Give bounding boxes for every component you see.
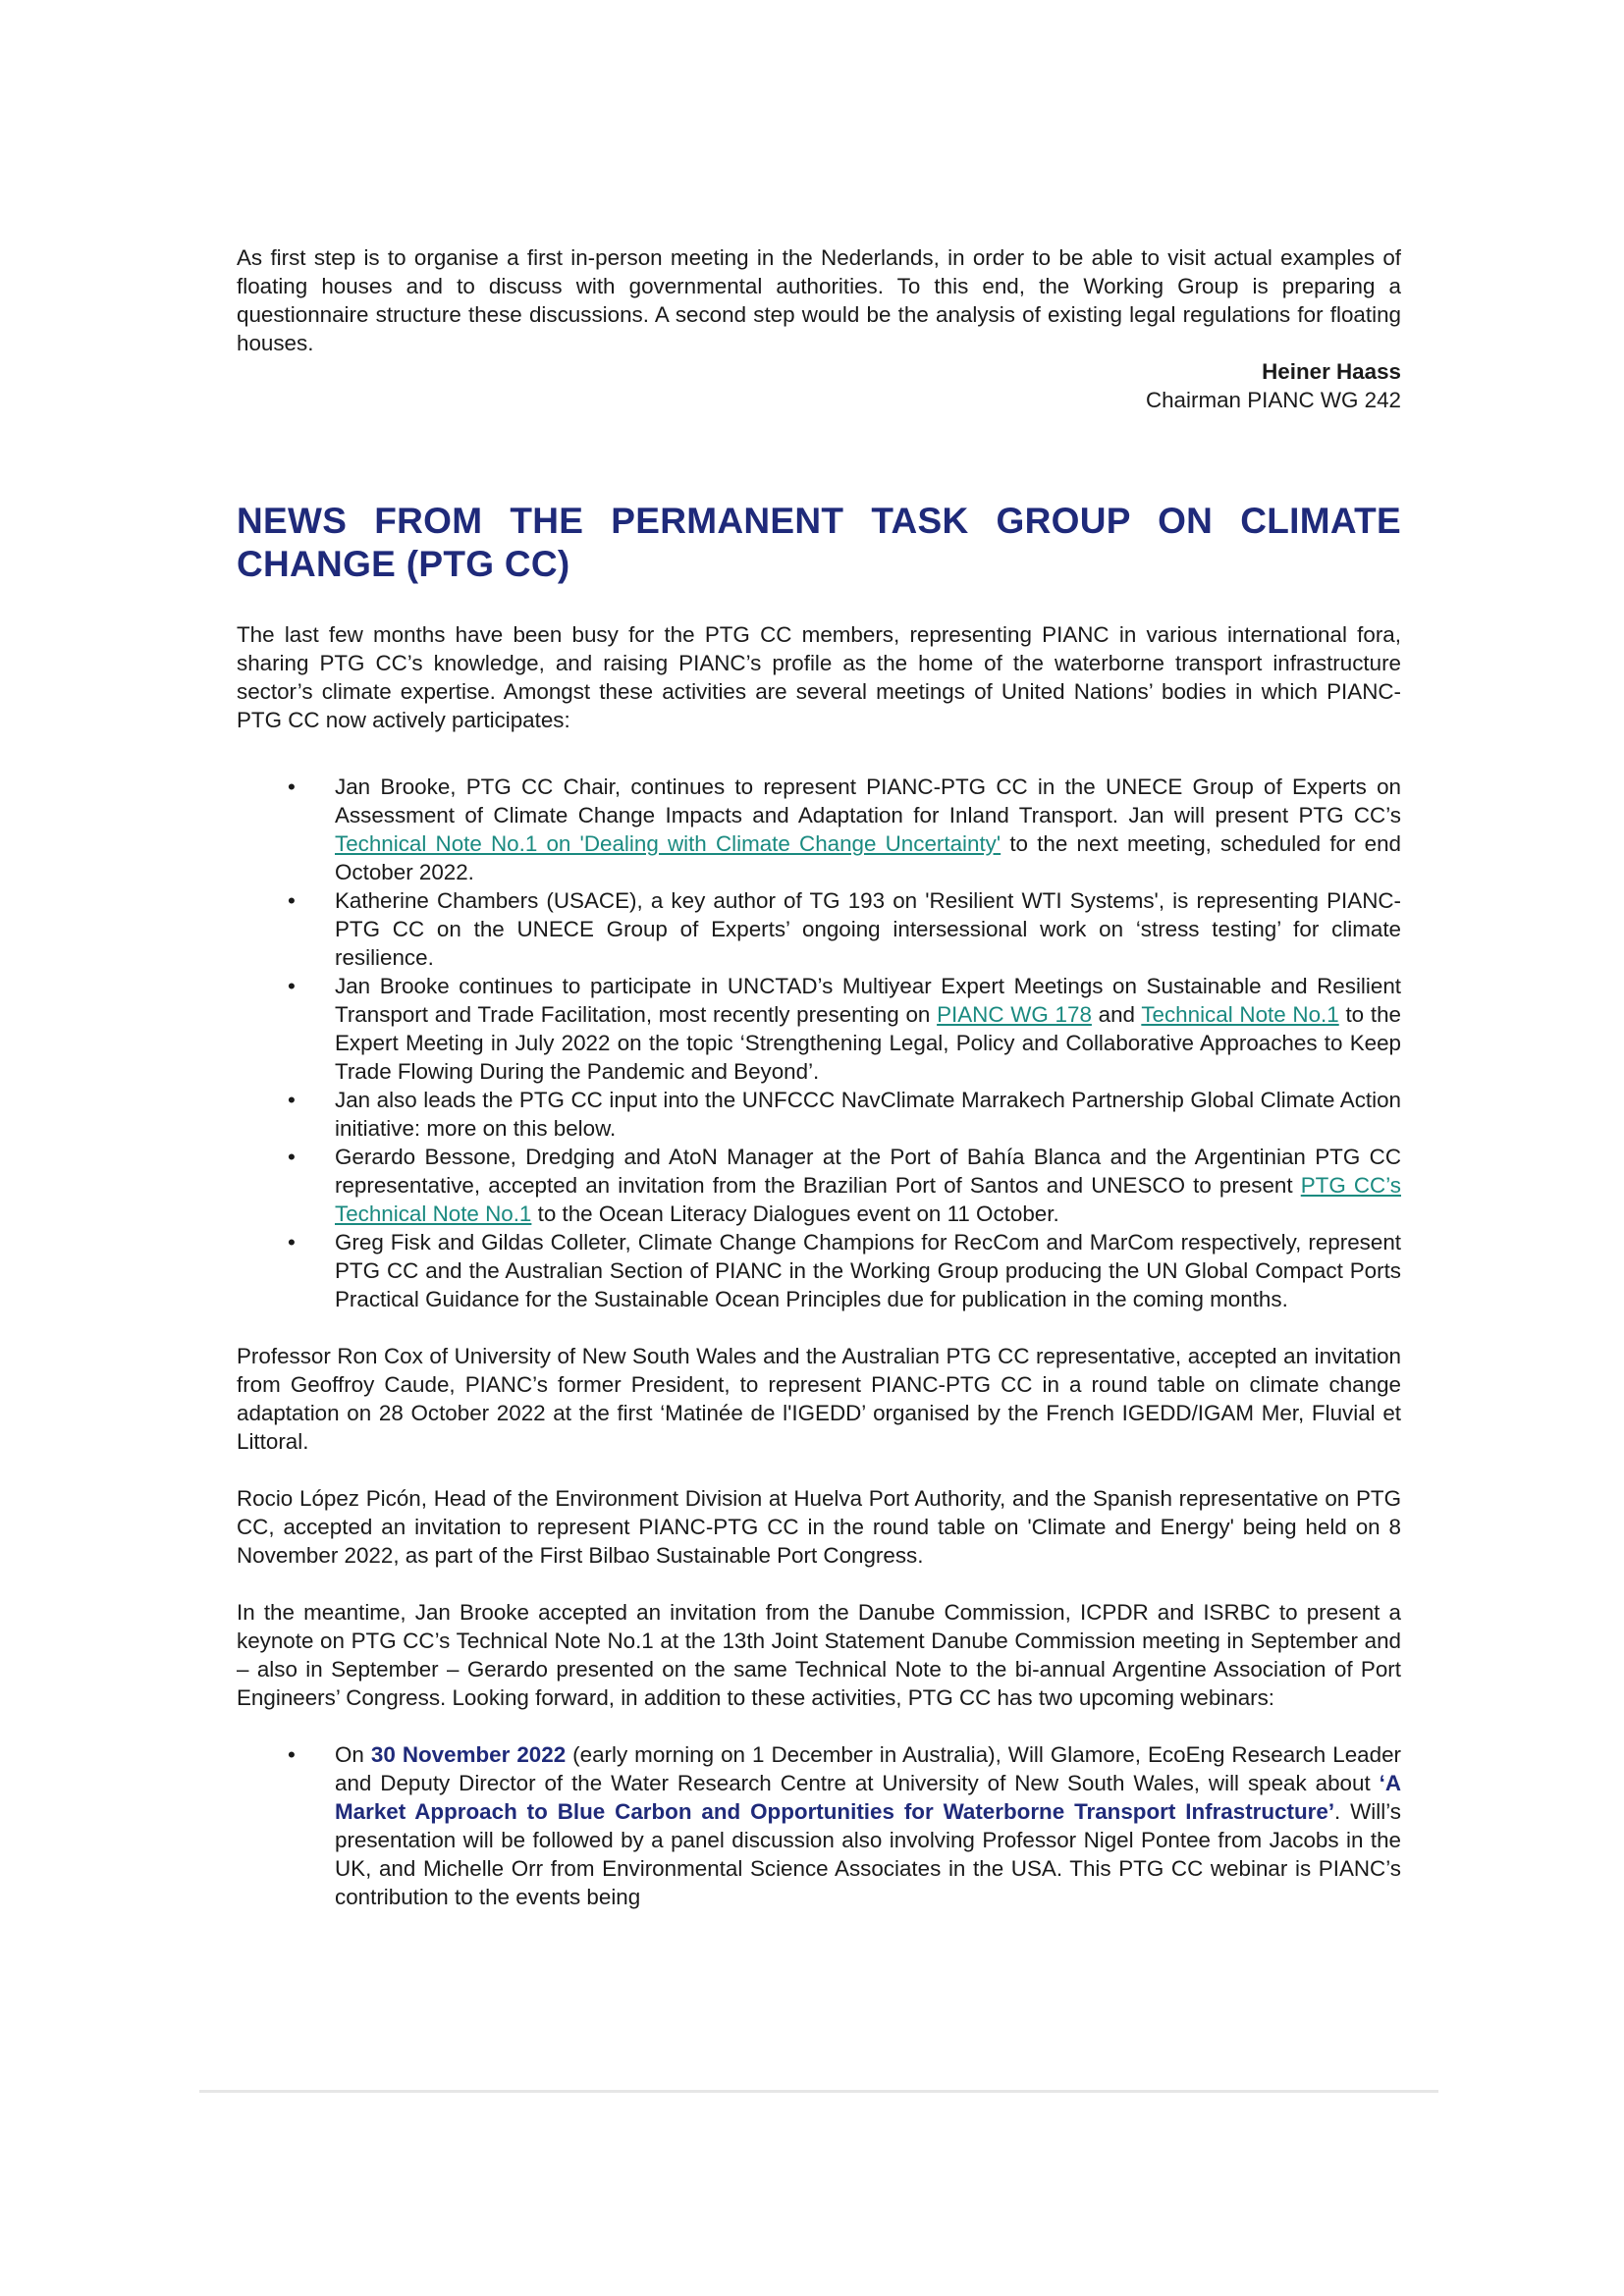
signature-block [237,357,1401,414]
bullet-icon: • [288,888,296,913]
list-item: • Greg Fisk and Gildas Colleter, Climate Change Champions for RecCom and MarCom respectively, represent PTG CC and the Australian Section of PIANC in the Working Group producing the UN Global Compact Ports Practical Guidance for the Sustainable Ocean Principles due for publication in the coming months. [288,1230,1401,1311]
paragraph-ron-cox: Professor Ron Cox of University of New South Wales and the Australian PTG CC representative, accepted an invitation from Geoffroy Caude, PIANC’s former President, to represent PIANC-PTG CC in a round table on climate change adaptation on 28 October 2022 at the first ‘Matinée de l'IGEDD’ organised by the French IGEDD/IGAM Mer, Fluvial et Littoral. [237,1344,1401,1454]
bullet-icon: • [288,1088,296,1112]
list-item: • Jan Brooke, PTG CC Chair, continues to represent PIANC-PTG CC in the UNECE Group of Experts on Assessment of Climate Change Impacts and Adaptation for Inland Transport. Jan will present PTG CC’s Technical Note No.1 on 'Dealing with Climate Change Uncertainty' to the next meeting, scheduled for end October 2022. [288,774,1401,884]
webinar-date: 30 November 2022 [370,1742,567,1767]
list-item: • On 30 November 2022 (early morning on 1 December in Australia), Will Glamore, EcoEng Research Leader and Deputy Director of the Water Research Centre at University of New South Wales, will speak about ‘A Market Approach to Blue Carbon and Opportunities for Waterborne Transport Infrastructure’. Will’s presentation will be followed by a panel discussion also involving Professor Nigel Pontee from Jacobs in the UK, and Michelle Orr from Environmental Science Associates in the USA. This PTG CC webinar is PIANC’s contribution to the events being [288,1742,1402,1909]
page-content [237,243,1401,1911]
paragraph-rocio-lopez: Rocio López Picón, Head of the Environment Division at Huelva Port Authority, and the Spanish representative on PTG CC, accepted an invitation to represent PIANC-PTG CC in the round table on 'Climate and Energy' being held on 8 November 2022, as part of the First Bilbao Sustainable Port Congress. [237,1486,1401,1568]
pianc-wg-178-link[interactable]: PIANC WG 178 [937,1002,1092,1027]
bullet-icon: • [288,1230,296,1255]
technical-note-no1-link[interactable]: Technical Note No.1 [1141,1002,1339,1027]
list-item: • Katherine Chambers (USACE), a key author of TG 193 on 'Resilient WTI Systems', is representing PIANC-PTG CC on the UNECE Group of Experts’ ongoing intersessional work on ‘stress testing’ for climate resilience. [288,888,1401,970]
signature-name: Heiner Haass [1262,359,1401,384]
ptg-cc-technical-note-link[interactable]: PTG CC’s Technical Note No.1 [335,1173,1401,1226]
section-heading: NEWS FROM THE PERMANENT TASK GROUP ON CLIMATE CHANGE (PTG CC) [237,501,1401,584]
bullet-icon: • [288,974,296,998]
list-item: • Gerardo Bessone, Dredging and AtoN Manager at the Port of Bahía Blanca and the Argentinian PTG CC representative, accepted an invitation from the Brazilian Port of Santos and UNESCO to present PTG CC’s Technical Note No.1 to the Ocean Literacy Dialogues event on 11 October. [288,1145,1401,1226]
intro-paragraph: As first step is to organise a first in-person meeting in the Nederlands, in order to be able to visit actual examples of floating houses and to discuss with governmental authorities. To this end, the Working Group is preparing a questionnaire structure these discussions. A second step would be the analysis of existing legal regulations for floating houses. [237,245,1401,355]
footer-divider [199,2090,1438,2093]
webinar-title: ‘A Market Approach to Blue Carbon and Opportunities for Waterborne Transport Infrastructure’ [335,1771,1401,1824]
webinars-list [237,1740,1401,1911]
bullet-icon: • [288,774,296,799]
list-item: • Jan also leads the PTG CC input into the UNFCCC NavClimate Marrakech Partnership Global Climate Action initiative: more on this below. [288,1088,1401,1141]
activities-list [237,773,1401,1313]
bullet-icon: • [288,1742,296,1767]
bullet-icon: • [288,1145,296,1169]
list-item: • Jan Brooke continues to participate in UNCTAD’s Multiyear Expert Meetings on Sustainable and Resilient Transport and Trade Facilitation, most recently presenting on PIANC WG 178 and Technical Note No.1 to the Expert Meeting in July 2022 on the topic ‘Strengthening Legal, Policy and Collaborative Approaches to Keep Trade Flowing During the Pandemic and Beyond’. [288,974,1401,1084]
signature-title: Chairman PIANC WG 242 [1145,388,1401,412]
technical-note-link[interactable]: Technical Note No.1 on 'Dealing with Climate Change Uncertainty' [335,831,1001,856]
paragraph-meantime: In the meantime, Jan Brooke accepted an invitation from the Danube Commission, ICPDR and ISRBC to present a keynote on PTG CC’s Technical Note No.1 at the 13th Joint Statement Danube Commission meeting in September and – also in September – Gerardo presented on the same Technical Note to the bi-annual Argentine Association of Port Engineers’ Congress. Looking forward, in addition to these activities, PTG CC has two upcoming webinars: [237,1600,1401,1710]
paragraph-ptg-overview: The last few months have been busy for the PTG CC members, representing PIANC in various international fora, sharing PTG CC’s knowledge, and raising PIANC’s profile as the home of the waterborne transport infrastructure sector’s climate expertise. Amongst these activities are several meetings of United Nations’ bodies in which PIANC-PTG CC now actively participates: [237,622,1401,732]
